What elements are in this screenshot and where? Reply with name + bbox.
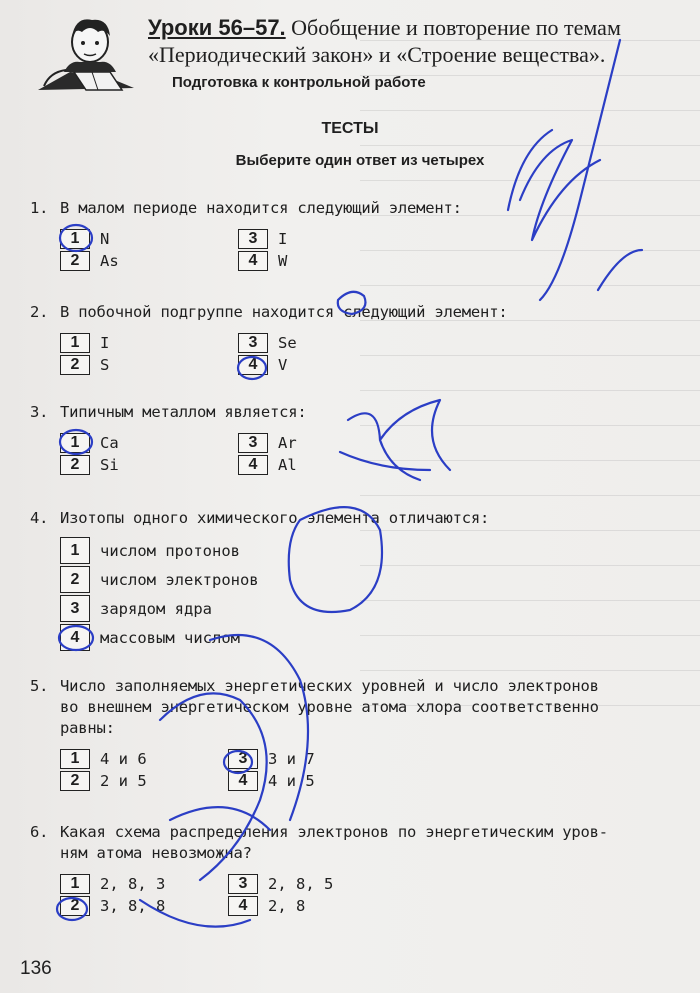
- answer-grid: [60, 332, 670, 376]
- answer-text: 3, 8, 8: [100, 897, 166, 915]
- answer-grid: [60, 228, 670, 272]
- answer-text: Ar: [278, 434, 297, 452]
- question-1: [30, 198, 670, 272]
- answer-text: числом протонов: [100, 541, 240, 560]
- answer-option[interactable]: [238, 432, 297, 454]
- question-number: 1.: [30, 199, 49, 217]
- question-2: [30, 302, 670, 376]
- answer-number-box: 2: [60, 355, 90, 375]
- question-4: [30, 508, 670, 653]
- answer-option[interactable]: [60, 770, 147, 792]
- answer-number-box: 2: [60, 455, 90, 475]
- answer-number-box: 1: [60, 749, 90, 769]
- question-text: Изотопы одного химического элемента отличаются:: [60, 509, 490, 527]
- answer-grid: [60, 873, 670, 917]
- answer-text: массовым числом: [100, 628, 240, 647]
- answer-option[interactable]: [60, 537, 670, 564]
- answer-text: Al: [278, 456, 297, 474]
- question-text: В малом периоде находится следующий элемент:: [60, 199, 462, 217]
- answer-number-box: 1: [60, 537, 90, 564]
- answer-option[interactable]: [60, 895, 165, 917]
- answer-number-box: 1: [60, 333, 90, 353]
- answer-option[interactable]: [60, 454, 119, 476]
- answer-option[interactable]: [238, 354, 287, 376]
- title-part-2: «Периодический закон» и «Строение вещества».: [148, 42, 606, 67]
- question-number: 3.: [30, 403, 49, 421]
- answer-text: V: [278, 356, 288, 374]
- lesson-title: [148, 14, 688, 68]
- answer-number-box: 4: [238, 455, 268, 475]
- answer-option[interactable]: [60, 354, 109, 376]
- answer-number-box: 3: [60, 595, 90, 622]
- title-part-1: Обобщение и повторение по темам: [291, 15, 621, 40]
- answer-text: 2 и 5: [100, 772, 147, 790]
- answer-number-box: 4: [228, 771, 258, 791]
- tests-heading: ТЕСТЫ: [321, 120, 379, 137]
- question-number: 2.: [30, 303, 49, 321]
- page-number: 136: [20, 958, 52, 979]
- answer-text: 3 и 7: [268, 750, 315, 768]
- answer-number-box: 4: [60, 624, 90, 651]
- answer-option[interactable]: [60, 595, 670, 622]
- answer-option[interactable]: [60, 873, 165, 895]
- lesson-subtitle: Подготовка к контрольной работе: [172, 74, 426, 91]
- question-number: 6.: [30, 823, 49, 841]
- question-text-line-2: во внешнем энергетическом уровне атома хлора соответственно: [60, 698, 599, 716]
- answer-list: [60, 537, 670, 651]
- answer-number-box: 4: [238, 355, 268, 375]
- answer-number-box: 3: [238, 229, 268, 249]
- question-6: [30, 822, 670, 917]
- answer-text: As: [100, 252, 119, 270]
- student-reading-logo-icon: [30, 12, 142, 92]
- answer-option[interactable]: [228, 770, 315, 792]
- answer-text: Ca: [100, 434, 119, 452]
- answer-text: Se: [278, 334, 297, 352]
- answer-option[interactable]: [238, 250, 287, 272]
- question-text-line-2: ням атома невозможна?: [60, 844, 252, 862]
- answer-number-box: 2: [60, 566, 90, 593]
- answer-text: 2, 8: [268, 897, 306, 915]
- answer-option[interactable]: [238, 332, 297, 354]
- answer-text: 2, 8, 5: [268, 875, 334, 893]
- question-text: В побочной подгруппе находится следующий элемент:: [60, 303, 508, 321]
- answer-number-box: 3: [238, 433, 268, 453]
- answer-number-box: 1: [60, 874, 90, 894]
- instruction-text: Выберите один ответ из четырех: [235, 152, 485, 169]
- answer-text: зарядом ядра: [100, 599, 212, 618]
- question-text: Типичным металлом является:: [60, 403, 307, 421]
- lesson-number: Уроки 56–57.: [148, 15, 286, 40]
- answer-option[interactable]: [228, 748, 315, 770]
- question-number: 4.: [30, 509, 49, 527]
- answer-grid: [60, 432, 670, 476]
- answer-option[interactable]: [60, 332, 109, 354]
- answer-grid: [60, 748, 670, 792]
- question-text-line-1: Число заполняемых энергетических уровней и число электронов: [60, 677, 599, 695]
- answer-number-box: 4: [238, 251, 268, 271]
- answer-number-box: 4: [228, 896, 258, 916]
- answer-option[interactable]: [60, 432, 119, 454]
- answer-option[interactable]: [238, 228, 287, 250]
- answer-number-box: 2: [60, 896, 90, 916]
- question-text-line-1: Какая схема распределения электронов по энергетическим уров-: [60, 823, 608, 841]
- answer-number-box: 3: [238, 333, 268, 353]
- answer-option[interactable]: [60, 228, 109, 250]
- answer-text: I: [100, 334, 110, 352]
- answer-text: N: [100, 230, 110, 248]
- answer-text: числом электронов: [100, 570, 259, 589]
- answer-number-box: 2: [60, 771, 90, 791]
- question-5: [30, 676, 670, 792]
- answer-text: 4 и 6: [100, 750, 147, 768]
- answer-text: 2, 8, 3: [100, 875, 166, 893]
- answer-text: S: [100, 356, 110, 374]
- answer-number-box: 1: [60, 433, 90, 453]
- answer-text: Si: [100, 456, 119, 474]
- answer-text: W: [278, 252, 288, 270]
- answer-text: 4 и 5: [268, 772, 315, 790]
- question-text-line-3: равны:: [60, 719, 115, 737]
- answer-option[interactable]: [238, 454, 297, 476]
- answer-option[interactable]: [60, 624, 670, 651]
- answer-number-box: 3: [228, 749, 258, 769]
- answer-option[interactable]: [228, 895, 305, 917]
- answer-option[interactable]: [60, 250, 119, 272]
- answer-number-box: 2: [60, 251, 90, 271]
- answer-text: I: [278, 230, 288, 248]
- answer-option[interactable]: [60, 748, 147, 770]
- question-3: [30, 402, 670, 476]
- question-number: 5.: [30, 677, 49, 695]
- answer-number-box: 3: [228, 874, 258, 894]
- answer-option[interactable]: [228, 873, 333, 895]
- answer-number-box: 1: [60, 229, 90, 249]
- answer-option[interactable]: [60, 566, 670, 593]
